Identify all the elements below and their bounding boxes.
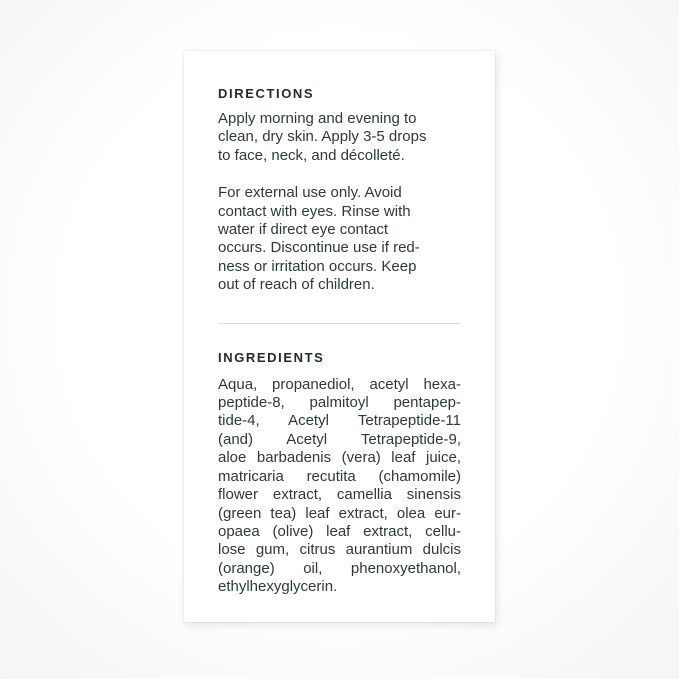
directions-paragraph-1: Apply morning and evening to clean, dry skin. Apply 3-5 drops to face, neck, and décolleté. [218, 110, 427, 164]
ingredients-heading: INGREDIENTS [218, 349, 325, 365]
directions-heading: DIRECTIONS [218, 86, 315, 101]
directions-paragraph-2: For external use only. Avoid contact with eyes. Rinse with water if direct eye contact occurs. Discontinue use if red- ness or irritation occurs. Keep out of reach of children. [218, 184, 420, 294]
product-label-card [184, 51, 495, 622]
section-divider [218, 323, 461, 324]
ingredients-paragraph: Aqua, propanediol, acetyl hexa- peptide-8, palmitoyl pentapep- tide-4, Acetyl Tetrapeptide-11 (and) Acetyl Tetrapeptide-9, aloe barbadenis (vera) leaf juice, matricaria recutita (chamomile) flower extract, camellia sinensis (green tea) leaf extract, olea eur- opaea (olive) leaf extract, cellu- lose gum, citrus aurantium dulcis (orange) oil, phenoxyethanol, ethylhexyglycerin. [218, 375, 461, 596]
